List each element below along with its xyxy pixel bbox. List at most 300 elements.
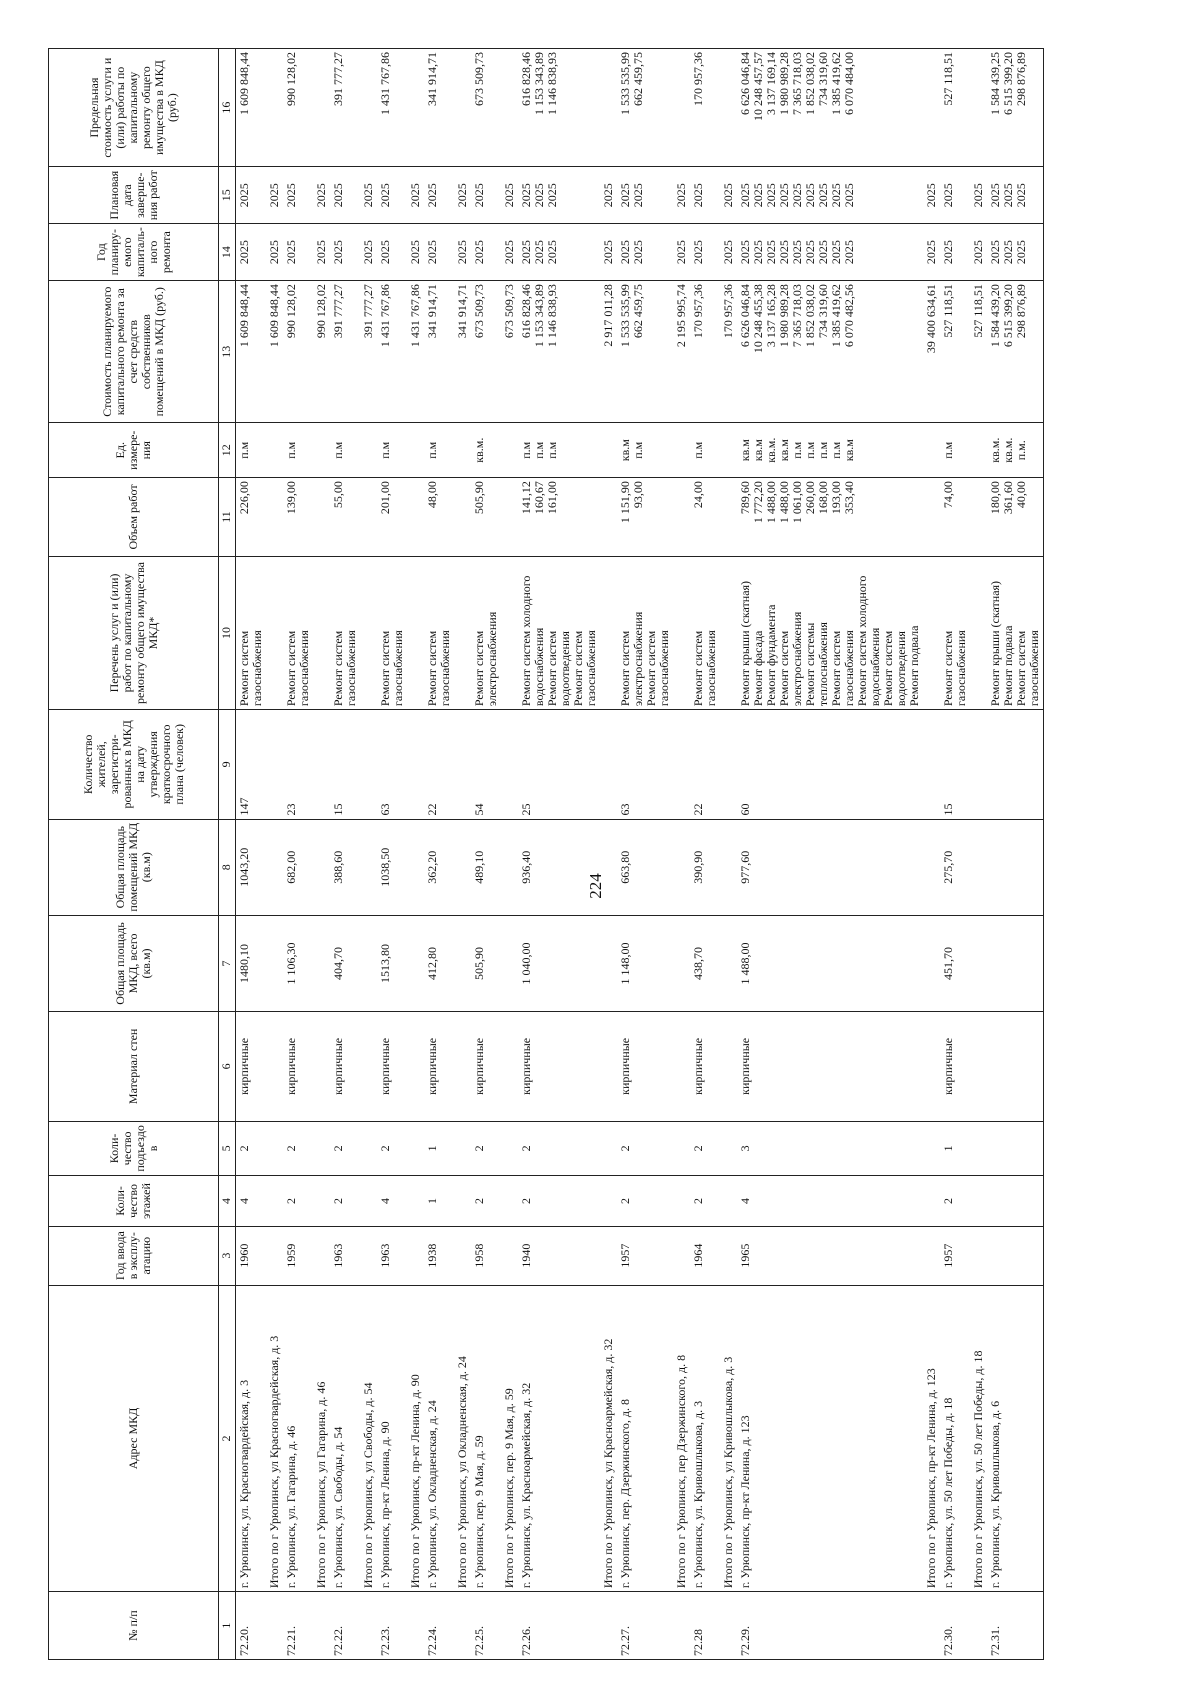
year-built-cell: 1964	[690, 1226, 720, 1285]
work-volume-cell	[377, 478, 407, 557]
end-date-cell-value: 2025	[314, 183, 328, 208]
unit-cell	[501, 423, 518, 478]
plan-year-cell-value: 2025	[691, 240, 705, 265]
end-date-cell-value: 2025	[1014, 183, 1028, 208]
cost-cell	[283, 281, 313, 423]
cost-cell	[970, 281, 987, 423]
residents-cell	[600, 710, 617, 819]
unit-cell-value: кв.м.	[764, 437, 778, 463]
end-date-cell-value: 2025	[237, 183, 251, 208]
max-cost-cell-value: 3 137 169,14	[764, 52, 778, 115]
max-cost-cell	[330, 49, 360, 167]
max-cost-cell-value: 391 777,27	[331, 52, 345, 106]
work-name-cell-value: Ремонт фундамента	[764, 604, 778, 707]
year-built-cell	[360, 1226, 377, 1285]
work-name-cell-value: Ремонт крыши (скатная)	[738, 580, 752, 707]
unit-cell-value: п.м	[237, 441, 251, 459]
work-volume-cell-value: 24,00	[691, 481, 705, 509]
max-cost-cell	[360, 49, 377, 167]
end-date-cell-value: 2025	[988, 183, 1002, 208]
column-header-11: Объем работ	[49, 478, 219, 557]
plan-year-cell	[923, 224, 940, 281]
work-name-cell-value: Ремонт систем холодного водоснабжения	[519, 575, 546, 707]
year-built-cell: 1965	[737, 1226, 923, 1285]
year-built-cell	[987, 1226, 1044, 1285]
rooms-area-cell: 1038,50	[377, 819, 407, 915]
end-date-cell	[720, 167, 737, 224]
unit-cell	[454, 423, 471, 478]
total-area-cell	[501, 915, 518, 1011]
floors-cell: 4	[377, 1176, 407, 1226]
work-name-cell	[283, 556, 313, 709]
plan-year-cell	[407, 224, 424, 281]
residents-cell: 22	[424, 710, 454, 819]
end-date-cell-value: 2025	[425, 183, 439, 208]
end-date-cell	[330, 167, 360, 224]
floors-cell	[987, 1176, 1044, 1226]
max-cost-cell-value: 1 533 535,99	[618, 52, 632, 115]
work-volume-cell-value: 161,00	[545, 481, 559, 515]
floors-cell	[970, 1176, 987, 1226]
rooms-area-cell: 936,40	[518, 819, 600, 915]
row-number: 72.21.	[283, 1592, 313, 1660]
max-cost-cell	[424, 49, 454, 167]
cost-cell-value: 1 584 439,20	[988, 284, 1002, 348]
end-date-cell-value: 2025	[803, 183, 817, 208]
end-date-cell	[454, 167, 471, 224]
rooms-area-cell	[673, 819, 690, 915]
row-number	[720, 1592, 737, 1660]
total-area-cell	[266, 915, 283, 1011]
column-header-6: Материал стен	[49, 1012, 219, 1121]
work-name-cell-value: Ремонт систем газоснабжения	[829, 630, 856, 707]
plan-year-cell-value: 2025	[842, 240, 856, 265]
rooms-area-cell	[720, 819, 737, 915]
address-cell: г. Урюпинск, ул. Свободы, д. 54	[330, 1285, 360, 1591]
plan-year-cell-value: 2025	[284, 240, 298, 265]
plan-year-cell-value: 2025	[1001, 240, 1015, 265]
unit-cell-value: п.м	[519, 441, 533, 459]
plan-year-cell	[266, 224, 283, 281]
cost-cell-value: 6 515 399,20	[1001, 284, 1015, 348]
cost-cell-value: 1 431 767,86	[378, 284, 392, 348]
floors-cell: 2	[617, 1176, 673, 1226]
end-date-cell	[673, 167, 690, 224]
row-number: 72.23.	[377, 1592, 407, 1660]
work-volume-cell	[720, 478, 737, 557]
floors-cell: 4	[737, 1176, 923, 1226]
work-volume-cell	[407, 478, 424, 557]
max-cost-cell-value: 6 070 484,00	[842, 52, 856, 115]
end-date-cell	[236, 167, 267, 224]
row-number	[454, 1592, 471, 1660]
work-volume-cell-value: 1 488,00	[764, 481, 778, 524]
total-area-cell	[720, 915, 737, 1011]
address-cell: г. Урюпинск, ул. Кривошлыкова, д. 3	[690, 1285, 720, 1591]
work-volume-cell-value: 139,00	[284, 481, 298, 515]
cost-cell	[236, 281, 267, 423]
unit-cell-value: п.м	[532, 441, 546, 459]
cost-cell-value: 341 914,71	[425, 284, 439, 339]
year-built-cell	[673, 1226, 690, 1285]
total-area-cell: 1513,80	[377, 915, 407, 1011]
address-cell: г. Урюпинск, ул. 50 лет Победы, д. 18	[940, 1285, 970, 1591]
unit-cell	[407, 423, 424, 478]
max-cost-cell-value: 298 876,89	[1014, 52, 1028, 106]
max-cost-cell-value: 990 128,02	[284, 52, 298, 106]
residents-cell: 15	[940, 710, 970, 819]
table-row	[283, 49, 313, 1660]
plan-year-cell-value: 2025	[361, 240, 375, 265]
work-name-cell	[970, 556, 987, 709]
cost-cell-value: 673 509,73	[502, 284, 516, 339]
residents-cell: 23	[283, 710, 313, 819]
column-number-4: 4	[219, 1176, 236, 1226]
rooms-area-cell: 682,00	[283, 819, 313, 915]
total-row	[720, 49, 737, 1660]
row-number	[970, 1592, 987, 1660]
work-volume-cell	[987, 478, 1044, 557]
entrances-cell	[501, 1121, 518, 1176]
max-cost-cell	[987, 49, 1044, 167]
total-row	[266, 49, 283, 1660]
floors-cell: 4	[236, 1176, 267, 1226]
work-volume-cell-value: 141,12	[519, 481, 533, 515]
end-date-cell-value: 2025	[267, 183, 281, 208]
row-number	[407, 1592, 424, 1660]
max-cost-cell	[923, 49, 940, 167]
residents-cell: 15	[330, 710, 360, 819]
wall-material-cell: кирпичные	[236, 1012, 267, 1121]
table-row	[690, 49, 720, 1660]
end-date-cell-value: 2025	[674, 183, 688, 208]
year-built-cell: 1959	[283, 1226, 313, 1285]
plan-year-cell-value: 2025	[267, 240, 281, 265]
work-name-cell	[673, 556, 690, 709]
work-name-cell	[313, 556, 330, 709]
plan-year-cell	[940, 224, 970, 281]
rooms-area-cell	[360, 819, 377, 915]
work-name-cell	[360, 556, 377, 709]
table-row	[377, 49, 407, 1660]
work-name-cell-value: Ремонт подвала	[1001, 625, 1015, 707]
residents-cell	[266, 710, 283, 819]
total-area-cell	[923, 915, 940, 1011]
rooms-area-cell	[501, 819, 518, 915]
rooms-area-cell	[600, 819, 617, 915]
end-date-cell	[987, 167, 1044, 224]
max-cost-cell	[970, 49, 987, 167]
cost-cell	[987, 281, 1044, 423]
floors-cell: 2	[471, 1176, 501, 1226]
plan-year-cell	[737, 224, 923, 281]
entrances-cell	[454, 1121, 471, 1176]
cost-cell	[737, 281, 923, 423]
end-date-cell	[617, 167, 673, 224]
residents-cell: 63	[617, 710, 673, 819]
max-cost-cell	[283, 49, 313, 167]
plan-year-cell-value: 2025	[924, 240, 938, 265]
floors-cell: 1	[424, 1176, 454, 1226]
total-row	[360, 49, 377, 1660]
residents-cell: 60	[737, 710, 923, 819]
work-volume-cell-value: 1 772,20	[751, 481, 765, 524]
max-cost-cell	[407, 49, 424, 167]
max-cost-cell-value: 616 828,46	[519, 52, 533, 106]
column-number-11: 11	[219, 478, 236, 557]
max-cost-cell-value: 1 852 038,02	[803, 52, 817, 115]
residents-cell	[454, 710, 471, 819]
max-cost-cell-value: 170 957,36	[691, 52, 705, 106]
work-name-cell	[690, 556, 720, 709]
address-cell: Итого по г Урюпинск, ул Свободы, д. 54	[360, 1285, 377, 1591]
unit-cell-value: кв.м	[738, 439, 752, 462]
total-row	[501, 49, 518, 1660]
plan-year-cell-value: 2025	[314, 240, 328, 265]
work-name-cell	[923, 556, 940, 709]
address-cell: Итого по г Урюпинск, ул Красногвардейская, д. 3	[266, 1285, 283, 1591]
total-area-cell: 412,80	[424, 915, 454, 1011]
address-cell: г. Урюпинск, пер. Дзержинского, д. 8	[617, 1285, 673, 1591]
address-cell: Итого по г Урюпинск, пр-кт Ленина, д. 90	[407, 1285, 424, 1591]
end-date-cell-value: 2025	[738, 183, 752, 208]
table-row	[617, 49, 673, 1660]
cost-cell-value: 1 852 038,02	[803, 284, 817, 348]
end-date-cell-value: 2025	[601, 183, 615, 208]
plan-year-cell-value: 2025	[988, 240, 1002, 265]
year-built-cell	[501, 1226, 518, 1285]
cost-cell-value: 341 914,71	[455, 284, 469, 339]
entrances-cell	[673, 1121, 690, 1176]
floors-cell: 2	[283, 1176, 313, 1226]
work-volume-cell-value: 505,90	[472, 481, 486, 515]
plan-year-cell	[987, 224, 1044, 281]
unit-cell-value: п.м	[829, 441, 843, 459]
max-cost-cell-value: 1 980 989,28	[777, 52, 791, 115]
work-name-cell	[617, 556, 673, 709]
plan-year-cell	[313, 224, 330, 281]
entrances-cell: 2	[330, 1121, 360, 1176]
unit-cell-value: п.м	[941, 441, 955, 459]
plan-year-cell-value: 2025	[941, 240, 955, 265]
end-date-cell-value: 2025	[721, 183, 735, 208]
end-date-cell-value: 2025	[971, 183, 985, 208]
unit-cell	[617, 423, 673, 478]
plan-year-cell-value: 2025	[519, 240, 533, 265]
cost-cell	[720, 281, 737, 423]
end-date-cell-value: 2025	[631, 183, 645, 208]
plan-year-cell	[283, 224, 313, 281]
total-area-cell: 451,70	[940, 915, 970, 1011]
unit-cell	[737, 423, 923, 478]
residents-cell: 25	[518, 710, 600, 819]
rooms-area-cell: 275,70	[940, 819, 970, 915]
column-number-1: 1	[219, 1592, 236, 1660]
total-area-cell	[600, 915, 617, 1011]
header-row	[49, 49, 219, 1660]
work-name-cell-value: Ремонт систем газоснабжения	[237, 630, 264, 707]
total-area-cell	[407, 915, 424, 1011]
work-name-cell	[330, 556, 360, 709]
floors-cell	[720, 1176, 737, 1226]
cost-cell-value: 10 248 455,38	[751, 284, 765, 354]
plan-year-cell	[501, 224, 518, 281]
work-name-cell-value: Ремонт систем электроснабжения	[472, 611, 499, 707]
max-cost-cell	[690, 49, 720, 167]
max-cost-cell-value: 673 509,73	[472, 52, 486, 106]
unit-cell-value: кв.м	[751, 439, 765, 462]
wall-material-cell: кирпичные	[737, 1012, 923, 1121]
row-number: 72.26.	[518, 1592, 600, 1660]
max-cost-cell-value: 1 431 767,86	[378, 52, 392, 115]
work-volume-cell	[283, 478, 313, 557]
year-built-cell	[266, 1226, 283, 1285]
row-number	[313, 1592, 330, 1660]
total-area-cell	[673, 915, 690, 1011]
work-volume-cell-value: 789,60	[738, 481, 752, 515]
year-built-cell: 1960	[236, 1226, 267, 1285]
wall-material-cell: кирпичные	[330, 1012, 360, 1121]
total-area-cell: 1480,10	[236, 915, 267, 1011]
plan-year-cell	[360, 224, 377, 281]
work-volume-cell-value: 1 151,90	[618, 481, 632, 524]
unit-cell-value: кв.м	[842, 439, 856, 462]
residents-cell	[673, 710, 690, 819]
year-built-cell: 1957	[617, 1226, 673, 1285]
column-header-16: Предельная стоимость услуги и (или) работы по капитальному ремонту общего имущества в МКД (руб.)	[49, 49, 219, 167]
entrances-cell: 1	[940, 1121, 970, 1176]
plan-year-cell	[720, 224, 737, 281]
year-built-cell	[313, 1226, 330, 1285]
year-built-cell	[970, 1226, 987, 1285]
work-volume-cell	[970, 478, 987, 557]
work-volume-cell	[737, 478, 923, 557]
residents-cell	[501, 710, 518, 819]
cost-cell	[923, 281, 940, 423]
table-row	[424, 49, 454, 1660]
column-number-6: 6	[219, 1012, 236, 1121]
cost-cell-value: 6 070 482,56	[842, 284, 856, 348]
work-name-cell-value: Ремонт систем газоснабжения	[691, 630, 718, 707]
residents-cell: 147	[236, 710, 267, 819]
address-cell: г. Урюпинск, пер. 9 Мая, д. 59	[471, 1285, 501, 1591]
cost-cell-value: 2 917 011,28	[601, 284, 615, 347]
wall-material-cell: кирпичные	[283, 1012, 313, 1121]
entrances-cell: 1	[424, 1121, 454, 1176]
max-cost-cell-value: 341 914,71	[425, 52, 439, 106]
total-area-cell	[313, 915, 330, 1011]
capital-repair-plan-sheet	[48, 48, 1188, 1660]
plan-year-cell-value: 2025	[331, 240, 345, 265]
end-date-cell	[501, 167, 518, 224]
rooms-area-cell: 977,60	[737, 819, 923, 915]
unit-cell-value: п.м	[331, 441, 345, 459]
column-header-10: Перечень услуг и (или) работ по капитальному ремонту общего имущества МКД*	[49, 556, 219, 709]
address-cell: г. Урюпинск, ул. Красногвардейская, д. 3	[236, 1285, 267, 1591]
entrances-cell	[970, 1121, 987, 1176]
unit-cell-value: п.м	[691, 441, 705, 459]
table-row	[940, 49, 970, 1660]
address-cell: г. Урюпинск, ул. Красноармейская, д. 32	[518, 1285, 600, 1591]
column-number-9: 9	[219, 710, 236, 819]
total-area-cell: 1 148,00	[617, 915, 673, 1011]
total-area-cell	[987, 915, 1044, 1011]
work-name-cell-value: Ремонт систем газоснабжения	[941, 630, 968, 707]
wall-material-cell	[923, 1012, 940, 1121]
end-date-cell-value: 2025	[378, 183, 392, 208]
end-date-cell	[313, 167, 330, 224]
max-cost-cell-value: 1 609 848,44	[237, 52, 251, 115]
row-number	[673, 1592, 690, 1660]
cost-cell-value: 527 118,51	[971, 284, 985, 338]
work-name-cell	[518, 556, 600, 709]
cost-cell-value: 391 777,27	[331, 284, 345, 339]
row-number: 72.27.	[617, 1592, 673, 1660]
work-name-cell-value: Ремонт систем газоснабжения	[425, 630, 452, 707]
plan-year-cell-value: 2025	[816, 240, 830, 265]
work-name-cell	[940, 556, 970, 709]
work-name-cell-value: Ремонт системы теплоснабжения	[803, 622, 830, 707]
end-date-cell-value: 2025	[502, 183, 516, 208]
total-row	[407, 49, 424, 1660]
cost-cell	[471, 281, 501, 423]
residents-cell	[720, 710, 737, 819]
cost-cell	[501, 281, 518, 423]
row-number: 72.30.	[940, 1592, 970, 1660]
plan-year-cell-value: 2025	[601, 240, 615, 265]
unit-cell	[283, 423, 313, 478]
entrances-cell	[987, 1121, 1044, 1176]
floors-cell	[266, 1176, 283, 1226]
table-body	[236, 49, 1044, 1660]
unit-cell	[471, 423, 501, 478]
unit-cell-value: кв.м.	[1001, 437, 1015, 463]
cost-cell-value: 1 533 535,99	[618, 284, 632, 348]
work-name-cell-value: Ремонт систем газоснабжения	[644, 630, 671, 707]
residents-cell	[360, 710, 377, 819]
floors-cell	[673, 1176, 690, 1226]
column-number-16: 16	[219, 49, 236, 167]
residents-cell	[313, 710, 330, 819]
max-cost-cell	[454, 49, 471, 167]
column-number-13: 13	[219, 281, 236, 423]
column-number-5: 5	[219, 1121, 236, 1176]
work-name-cell	[266, 556, 283, 709]
cost-cell	[940, 281, 970, 423]
end-date-cell-value: 2025	[532, 183, 546, 208]
floors-cell: 2	[940, 1176, 970, 1226]
unit-cell-value: п.м	[284, 441, 298, 459]
end-date-cell-value: 2025	[519, 183, 533, 208]
residents-cell: 63	[377, 710, 407, 819]
unit-cell	[266, 423, 283, 478]
column-number-7: 7	[219, 915, 236, 1011]
end-date-cell	[940, 167, 970, 224]
rooms-area-cell: 388,60	[330, 819, 360, 915]
work-volume-cell	[424, 478, 454, 557]
max-cost-cell-value: 1 385 419,62	[829, 52, 843, 115]
end-date-cell-value: 2025	[816, 183, 830, 208]
address-cell: г. Урюпинск, ул. Гагарина, д. 46	[283, 1285, 313, 1591]
work-name-cell-value: Ремонт систем водоотведения	[545, 630, 572, 707]
end-date-cell	[424, 167, 454, 224]
column-header-15: Плановая дата заверше-ния работ	[49, 167, 219, 224]
unit-cell	[673, 423, 690, 478]
column-header-7: Общая площадь МКД, всего (кв.м)	[49, 915, 219, 1011]
work-name-cell	[600, 556, 617, 709]
cost-cell	[518, 281, 600, 423]
plan-year-cell	[617, 224, 673, 281]
